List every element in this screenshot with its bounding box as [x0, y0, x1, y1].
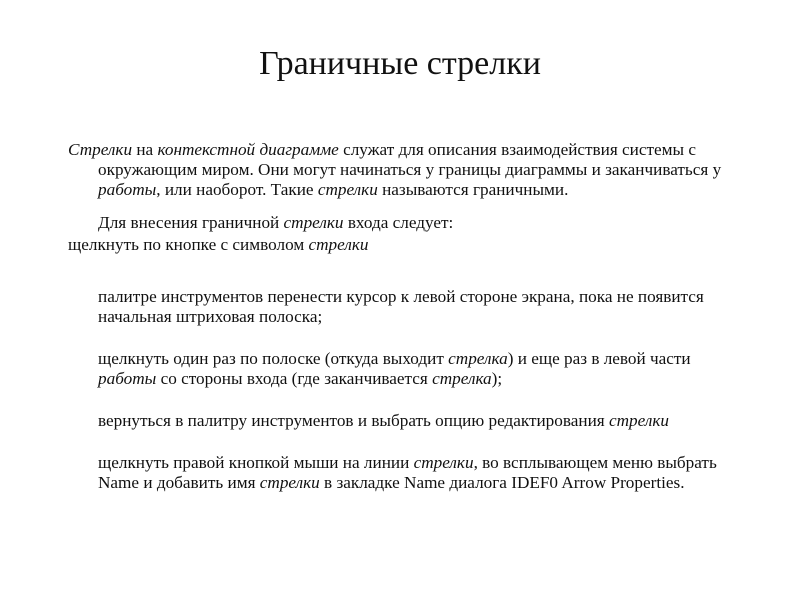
step-click-strip: [68, 349, 738, 389]
text-run: ) и еще раз в левой части: [507, 349, 691, 368]
text-run: , или наоборот. Такие: [156, 180, 318, 199]
term-arrows: стрелки: [317, 180, 378, 199]
step-move-cursor: [68, 287, 738, 327]
text-run: со стороны входа (где заканчивается: [156, 369, 433, 388]
step-right-click-name: [68, 453, 738, 493]
term-arrows: стрелки: [413, 453, 474, 472]
slide-title: Граничные стрелки: [259, 45, 541, 82]
text-run: щелкнуть правой кнопкой мыши на линии: [98, 453, 414, 472]
text-run: входа следует:: [343, 213, 454, 232]
text-run: щелкнуть один раз по полоске (откуда выходит: [98, 349, 449, 368]
text-run: в закладке Name диалога IDEF0 Arrow Properties.: [319, 473, 685, 492]
paragraph-boundary-arrows-intro: [68, 140, 738, 200]
term-arrow: стрелка: [448, 349, 508, 368]
text-run: щелкнуть по кнопке с символом: [68, 235, 309, 254]
term-arrows: Стрелки: [68, 140, 133, 159]
text-run: палитре инструментов перенести курсор к левой стороне экрана, пока не появится начальная штриховая полоска;: [98, 287, 704, 326]
text-run: вернуться в палитру инструментов и выбрать опцию редактирования: [98, 411, 609, 430]
slide-body: [68, 140, 738, 493]
text-run: называются граничными.: [377, 180, 569, 199]
term-context-diagram: контекстной диаграмме: [157, 140, 339, 159]
text-run: на: [132, 140, 158, 159]
term-arrow: стрелка: [432, 369, 492, 388]
term-activity: работы: [98, 180, 157, 199]
text-run: служат для описания взаимодействия системы с окружающим миром. Они могут начинаться у границы диаграммы и заканчиваться у: [98, 140, 722, 179]
step-click-arrow-button: [68, 235, 738, 255]
term-arrows: стрелки: [608, 411, 669, 430]
text-run: Для внесения граничной: [98, 213, 284, 232]
step-return-palette: [68, 411, 738, 431]
term-arrow: стрелки: [308, 235, 369, 254]
term-arrow: стрелки: [283, 213, 344, 232]
text-run: );: [491, 369, 503, 388]
term-arrows: стрелки: [259, 473, 320, 492]
text-run: , во всплывающем меню выбрать Name и добавить имя: [98, 453, 717, 492]
term-activity: работы: [98, 369, 157, 388]
paragraph-steps-intro: [68, 213, 738, 233]
